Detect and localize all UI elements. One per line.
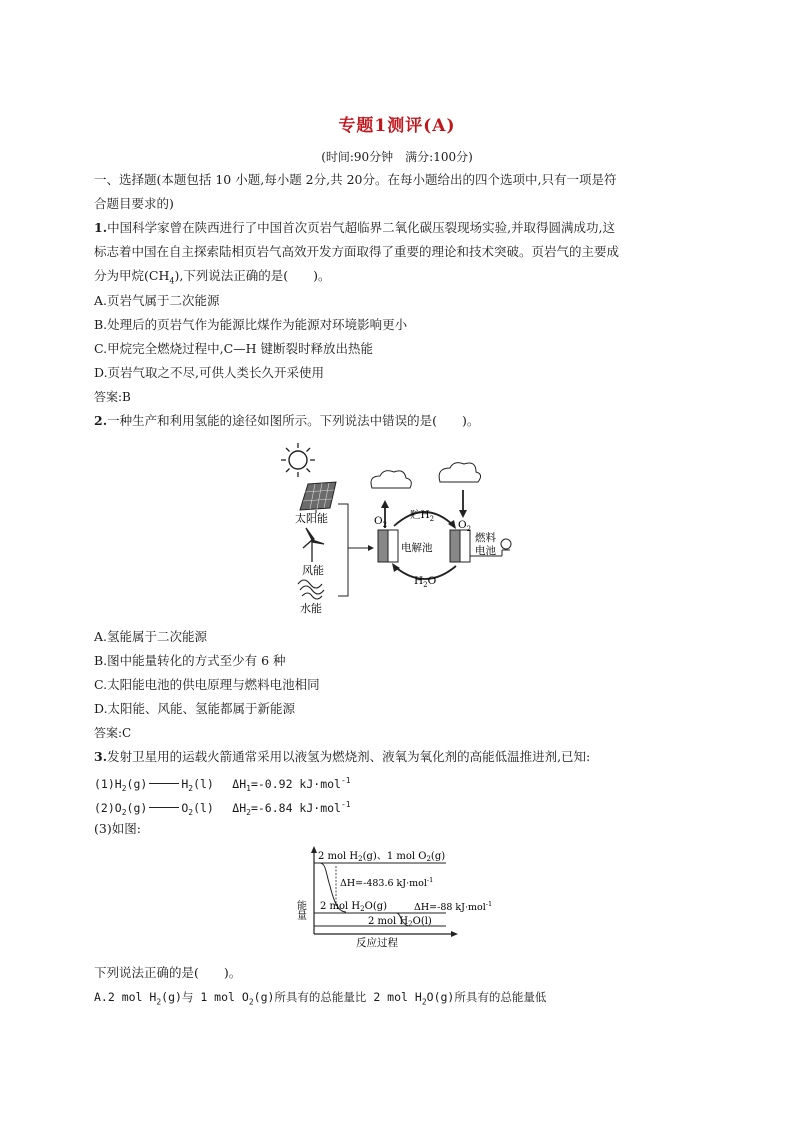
wind-turbine-icon [303, 528, 324, 562]
light-bulb-icon [501, 539, 511, 550]
section-heading-line1: 一、选择题(本题包括 10 小题,每小题 2分,共 20分。在每小题给出的四个选项中,只有一项是符 [94, 172, 617, 187]
q2-number: 2. [94, 413, 108, 428]
q1-number: 1. [94, 220, 108, 235]
q1-option-d: D.页岩气取之不尽,可供人类长久开采使用 [94, 365, 325, 380]
q1-stem-line1 [94, 219, 615, 237]
hydrogen-energy-diagram [270, 440, 530, 620]
wind-label: 风能 [302, 564, 324, 577]
level-water-gas: 2 mol $H_2O(g)$ [320, 901, 388, 913]
o2-right-label: $O_2$ [458, 519, 472, 533]
solar-panel-icon [300, 482, 336, 513]
cloud-icon [439, 463, 480, 482]
q2-option-d: D.太阳能、风能、氢能都属于新能源 [94, 701, 296, 716]
level-water-liquid: 2 mol $H_2O(l)$ [368, 916, 432, 928]
q3-stem [94, 748, 590, 766]
q3-option-a: A.2 mol $H_2(g)$与 1 mol $O_2(g)$所具有的总能量比 2 mol $H_2O(g)$所具有的总能量低 [94, 990, 547, 1007]
q1-stem-line3 [94, 267, 331, 291]
fuel-cell-label2: 电池 [475, 545, 496, 557]
q1-stem-text1: 中国科学家曾在陕西进行了中国首次页岩气超临界二氧化碳压裂现场实验,并取得圆满成功,这 [107, 220, 616, 235]
q1-option-c: C.甲烷完全燃烧过程中,C—H 键断裂时释放出热能 [94, 341, 374, 356]
q1-option-b: B.处理后的页岩气作为能源比煤作为能源对环境影响更小 [94, 317, 408, 332]
water-label: 水能 [300, 602, 322, 615]
q1-option-a: A.页岩气属于二次能源 [94, 293, 220, 308]
water-wave-icon [298, 580, 324, 599]
dh-1-label: ΔH=-483.6 kJ·mol$^{-1}$ [340, 876, 434, 889]
q1-stem-text3b: ),下列说法正确的是( )。 [174, 268, 331, 283]
q1-stem-text3a: 分为甲烷(CH [94, 268, 170, 283]
q2-option-b: B.图中能量转化的方式至少有 6 种 [94, 653, 286, 668]
section-heading-line2: 合题目要求的) [94, 196, 174, 211]
electrolyzer-label: 电解池 [401, 542, 433, 554]
solar-label: 太阳能 [295, 512, 328, 525]
hydrogen-store-label: 贮$H_2$ [410, 509, 435, 523]
page-title: 专题1测评(A) [338, 116, 456, 136]
process-axis-label: 反应过程 [356, 937, 398, 949]
q1-stem-sub: 4 [169, 276, 175, 286]
cloud-icon [371, 471, 411, 488]
exam-meta: (时间:90分钟 满分:100分) [321, 150, 473, 164]
q2-stem-text: 一种生产和利用氢能的途径如图所示。下列说法中错误的是( )。 [107, 413, 480, 428]
sun-icon [281, 443, 315, 477]
level-reactants: 2 mol $H_2(g)$、1 mol $O_2(g)$ [318, 851, 446, 863]
q3-number: 3. [94, 749, 108, 764]
q3-question: 下列说法正确的是( )。 [94, 965, 242, 980]
o2-left-label: $O_2$ [374, 515, 388, 529]
energy-axis-label: 能量 [294, 900, 306, 920]
q2-option-a: A.氢能属于二次能源 [94, 629, 208, 644]
fuel-cell-label1: 燃料 [475, 532, 496, 544]
q3-equation-3: (3)如图: [94, 821, 141, 836]
electrolyzer-left-plate [378, 530, 388, 562]
q1-stem-line2: 标志着中国在自主探索陆相页岩气高效开发方面取得了重要的理论和技术突破。页岩气的主要成 [94, 244, 620, 259]
q2-stem [94, 412, 479, 430]
q1-answer: 答案:B [94, 390, 131, 404]
water-output-label: $H_2O$ [414, 575, 437, 589]
fuel-cell-plate [450, 530, 460, 562]
q2-answer: 答案:C [94, 726, 132, 740]
q3-equation-1: $(1)H_2(g)$ $H_2(l)$ $\Delta H_1=-0.92$ kJ·mol$^{-1}$ [94, 776, 351, 794]
q2-option-c: C.太阳能电池的供电原理与燃料电池相同 [94, 677, 320, 692]
dh-2-label: ΔH=-88 kJ·mol$^{-1}$ [414, 900, 493, 913]
energy-level-diagram [296, 846, 506, 950]
q3-equation-2: $(2)O_2(g)$ $O_2(l)$ $\Delta H_2=-6.84$ kJ·mol$^{-1}$ [94, 800, 351, 818]
q3-stem-text: 发射卫星用的运载火箭通常采用以液氢为燃烧剂、液氧为氧化剂的高能低温推进剂,已知: [107, 749, 591, 764]
